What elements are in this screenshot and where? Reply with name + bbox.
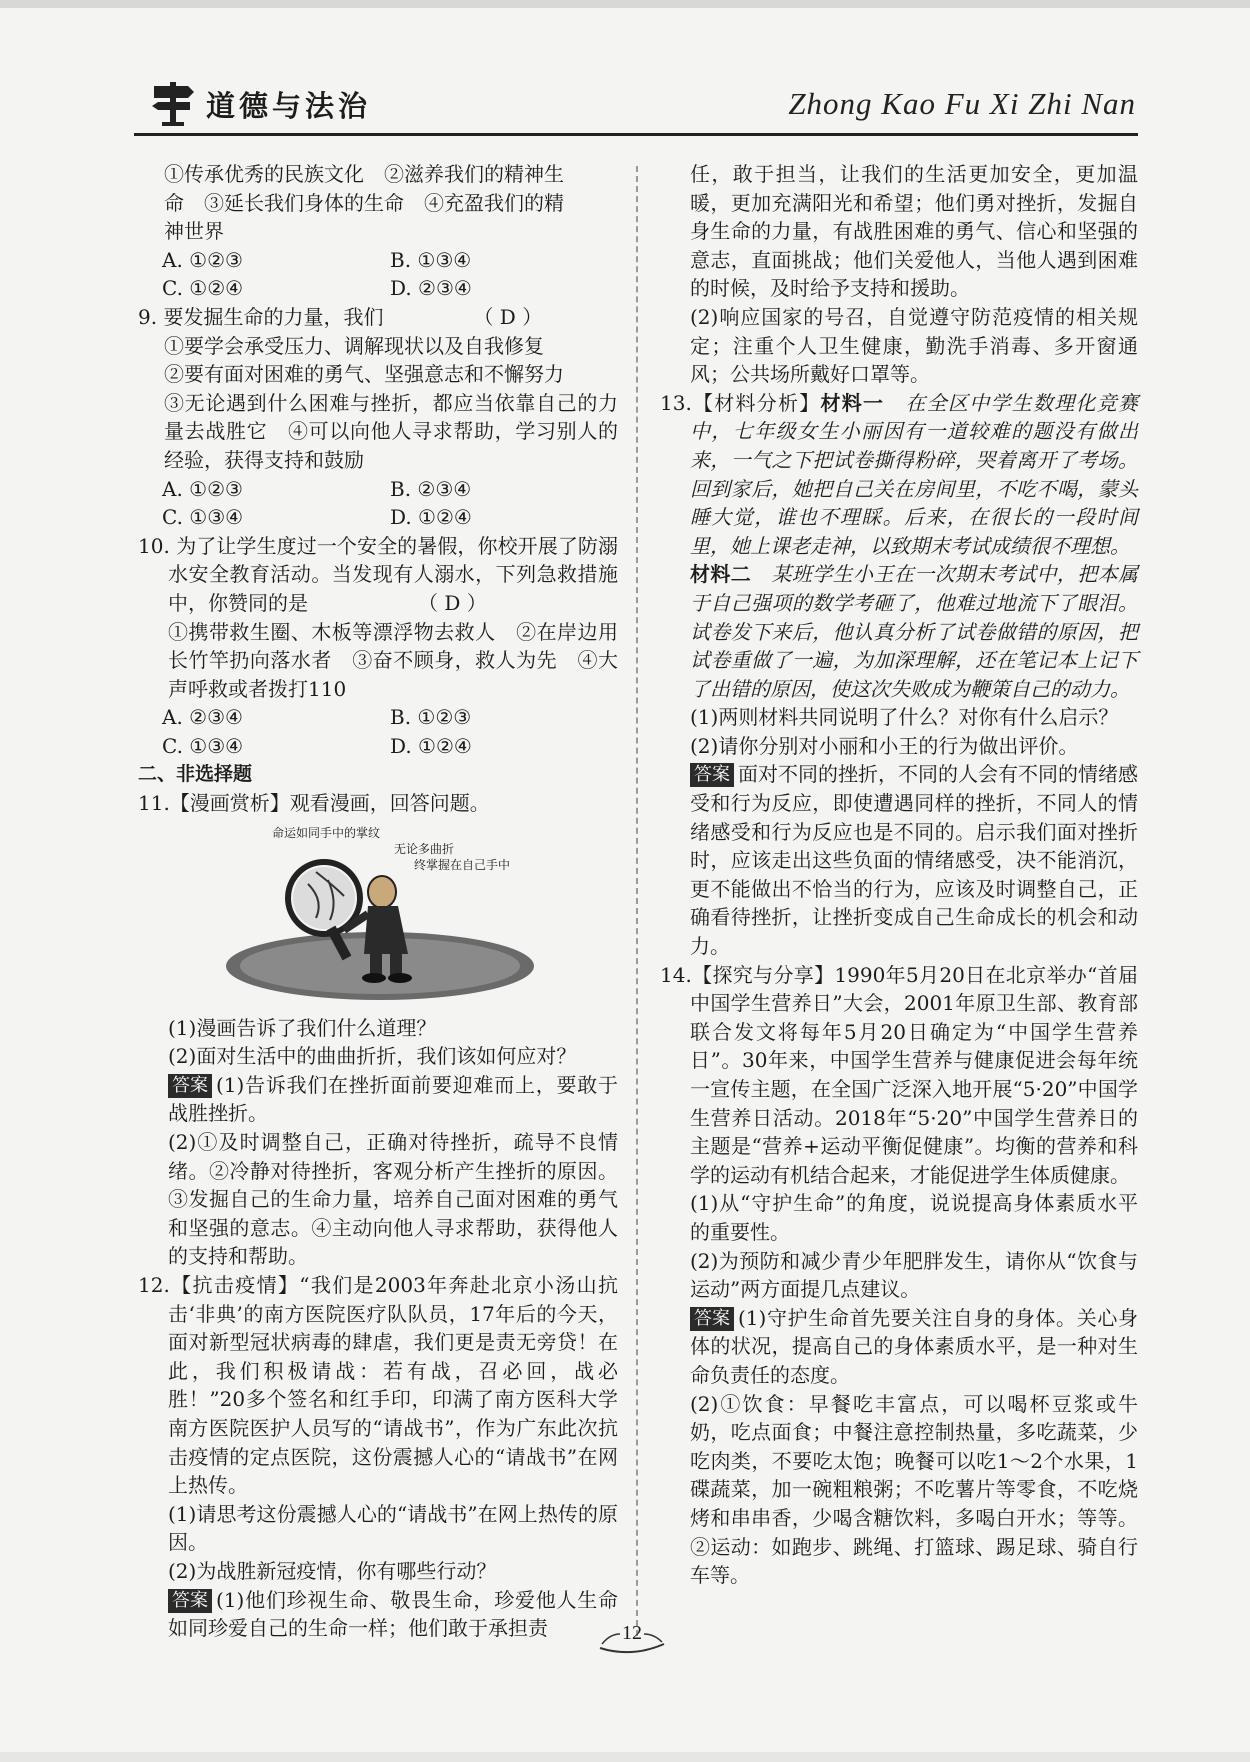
- header-rule: [134, 133, 1138, 136]
- q14-answer-2: (2)①饮食：早餐吃丰富点，可以喝杯豆浆或牛奶，吃点面食；中餐注意控制热量，多吃蔬菜，少吃肉类，不要吃太饱；晚餐可以吃1～2个水果，1碟蔬菜，加一碗粗粮粥；不吃薯片等零食，不吃烧烤和串串香，少喝含糖饮料，多喝白开水；等等。②运动：如跑步、跳绳、打篮球、踢足球、骑自行车等。: [690, 1391, 1138, 1588]
- cartoon-drawing: [168, 822, 588, 1012]
- q13-material-1-text: 在全区中学生数理化竞赛中，七年级女生小丽因有一道较难的题没有做出来，一气之下把试卷撕得粉碎，哭着离开了考场。回到家后，她把自己关在房间里，不吃不喝，蒙头睡大觉，谁也不理睬。后来，在很长的一段时间里，她上课老走神，以致期末考试成绩很不理想。: [690, 390, 1139, 558]
- q8-option-c: C. ①②④: [162, 276, 244, 301]
- q10-option-a: A. ②③④: [162, 705, 243, 730]
- answer-badge: 答案: [168, 1589, 212, 1613]
- subject-title: 道德与法治: [206, 89, 372, 123]
- q14-answer-1: [660, 1304, 1138, 1390]
- q12-sub-1: (1)请思考这份震撼人心的“请战书”在网上热传的原因。: [168, 1501, 618, 1555]
- q10-stem: 10. 为了让学生度过一个安全的暑假，你校开展了防溺水安全教育活动。当发现有人溺水，下列急救措施中，你赞同的是 （ D ）: [138, 533, 618, 615]
- page-header: [138, 72, 1136, 136]
- q12-answer-2: (2)响应国家的号召，自觉遵守防范疫情的相关规定；注重个人卫生健康，勤洗手消毒、多开窗通风；公共场所戴好口罩等。: [690, 304, 1138, 387]
- q10-option-b: B. ①②③: [390, 705, 472, 730]
- q8-option-b: B. ①③④: [390, 247, 472, 272]
- page-number: 12: [622, 1622, 642, 1644]
- q14-stem: 14.【探究与分享】1990年5月20日在北京举办“首届中国学生营养日”大会，2001年原卫生部、教育部联合发文将每年5月20日确定为“中国学生营养日”。30年来，中国学生营养与健康促进会每年统一宣传主题，在全国广泛深入地开展“5·20”中国学生营养日活动。2018年“5·20”中国学生营养日的主题是“营养+运动平衡促健康”。均衡的营养和科学的运动有机结合起来，才能促进学生体质健康。: [660, 962, 1138, 1187]
- page-number-ornament: [596, 1622, 668, 1656]
- q11-answer-1: [138, 1071, 618, 1128]
- q13-answer-text: 面对不同的挫折，不同的人会有不同的情绪感受和行为反应，即使遭遇同样的挫折，不同人的情绪感受和行为反应也是不同的。启示我们面对挫折时，应该走出这些负面的情绪感受，决不能消沉，更不能做出不恰当的行为，应该及时调整自己，正确看待挫折，让挫折变成自己生命成长的机会和动力。: [690, 762, 1138, 959]
- q9-option-d: D. ①②④: [390, 505, 472, 530]
- q10-options-row-2: [138, 732, 618, 761]
- q14-answer-1-text: (1)守护生命首先要关注自身的身体。关心身体的状况，提高自己的身体素质水平，是一种对生命负责任的态度。: [690, 1305, 1138, 1387]
- q9-options-row-1: [138, 475, 618, 504]
- q9-option-b: B. ②③④: [390, 476, 472, 501]
- q8-options-row-2: [138, 274, 618, 303]
- answer-badge: 答案: [690, 1307, 734, 1331]
- q11-answer-2: (2)①及时调整自己，正确对待挫折，疏导不良情绪。②冷静对待挫折，客观分析产生挫折的原因。③发掘自己的生命力量，培养自己面对困难的勇气和坚强的意志。④主动向他人寻求帮助，获得他人的支持和帮助。: [168, 1130, 618, 1269]
- q8-line-1: ①传承优秀的民族文化 ②滋养我们的精神生: [164, 162, 564, 186]
- left-column: [138, 160, 618, 1643]
- q10-option-c: C. ①③④: [162, 733, 244, 758]
- answer-badge: 答案: [690, 763, 734, 787]
- q8-option-d: D. ②③④: [390, 276, 472, 301]
- q13-label: 13.【材料分析】: [660, 390, 821, 415]
- q13-material-2-text: 某班学生小王在一次期末考试中，把本属于自己强项的数学考砸了，他难过地流下了眼泪。试卷发下来后，他认真分析了试卷做错的原因，把试卷重做了一遍，为加深理解，还在笔记本上记下了出错的原因，使这次失败成为鞭策自己的动力。: [690, 562, 1139, 701]
- cartoon-caption-1: 命运如同手中的掌纹: [272, 825, 381, 840]
- page-bottom-edge: [0, 1752, 1250, 1762]
- q13-material-2-label: 材料二: [690, 562, 752, 587]
- q10-options-row-1: [138, 703, 618, 732]
- q13-material-1: [660, 389, 1138, 561]
- q11-answer-1-text: (1)告诉我们在挫折面前要迎难而上，要敢于战胜挫折。: [168, 1072, 618, 1126]
- series-title: Zhong Kao Fu Xi Zhi Nan: [788, 86, 1136, 121]
- signpost-icon: [150, 76, 196, 126]
- q13-sub-2: (2)请你分别对小丽和小王的行为做出评价。: [690, 733, 1079, 758]
- q13-material-2: [660, 560, 1138, 703]
- q9-option-c: C. ①③④: [162, 505, 244, 530]
- cartoon-illustration: [168, 822, 588, 1012]
- q8-option-a: A. ①②③: [162, 247, 243, 272]
- cartoon-caption-2: 无论多曲折: [394, 841, 455, 856]
- column-divider: [636, 166, 638, 1636]
- section-heading-non-choice: 二、非选择题: [138, 763, 253, 786]
- q8-options-row-1: [138, 246, 618, 275]
- q12-sub-2: (2)为战胜新冠疫情，你有哪些行动？: [168, 1558, 497, 1583]
- q10-body: ①携带救生圈、木板等漂浮物去救人 ②在岸边用长竹竿扔向落水者 ③奋不顾身，救人为先 ④大声呼救或者拨打110: [168, 619, 618, 701]
- cartoon-caption-3: 终掌握在自己手中: [414, 857, 511, 872]
- q13-answer: [660, 760, 1138, 960]
- q9-options-row-2: [138, 503, 618, 532]
- q9-option-a: A. ①②③: [162, 476, 243, 501]
- q11-sub-2: (2)面对生活中的曲曲折折，我们该如何应对？: [168, 1044, 577, 1069]
- q14-sub-1: (1)从“守护生命”的角度，说说提高身体素质水平的重要性。: [690, 1191, 1138, 1244]
- q9-line-2: ②要有面对困难的勇气、坚强意志和不懈努力: [164, 362, 564, 387]
- q11-sub-1: (1)漫画告诉了我们什么道理？: [168, 1015, 437, 1040]
- q9-line-1: ①要学会承受压力、调解现状以及自我修复: [164, 333, 544, 358]
- page-top-edge: [0, 0, 1250, 8]
- q9-stem: 9. 要发掘生命的力量，我们 （ D ）: [138, 304, 543, 329]
- q13-sub-1: (1)两则材料共同说明了什么？对你有什么启示？: [690, 705, 1119, 730]
- q11-stem: 11.【漫画赏析】观看漫画，回答问题。: [138, 791, 490, 816]
- q8-line-2: 命 ③延长我们身体的生命 ④充盈我们的精: [164, 190, 564, 215]
- q12-answer-1-continued: 任，敢于担当，让我们的生活更加安全，更加温暖，更加充满阳光和希望；他们勇对挫折，发掘自身生命的力量，有战胜困难的勇气、信心和坚强的意志，直面挑战；他们关爱他人，当他人遇到困难的时候，及时给予支持和援助。: [690, 162, 1138, 301]
- q14-sub-2: (2)为预防和减少青少年肥胖发生，请你从“饮食与运动”两方面提几点建议。: [690, 1248, 1138, 1302]
- q13-material-1-label: 材料一: [820, 390, 885, 415]
- right-column: [660, 160, 1138, 1590]
- q12-answer-1-text: (1)他们珍视生命、敬畏生命，珍爱他人生命如同珍爱自己的生命一样；他们敢于承担责: [168, 1587, 618, 1641]
- q12-stem: 12.【抗击疫情】“我们是2003年奔赴北京小汤山抗击‘非典’的南方医院医疗队队员，17年后的今天，面对新型冠状病毒的肆虐，我们更是责无旁贷！在此，我们积极请战：若有战，召必回，战必胜！”20多个签名和红手印，印满了南方医科大学南方医院医护人员写的“请战书”，作为广东此次抗击疫情的定点医院，这份震撼人心的“请战书”在网上热传。: [138, 1273, 618, 1498]
- q9-line-3: ③无论遇到什么困难与挫折，都应当依靠自己的力量去战胜它 ④可以向他人寻求帮助，学习别人的经验，获得支持和鼓励: [164, 390, 618, 472]
- q10-option-d: D. ①②④: [390, 733, 472, 758]
- q12-answer-1: [138, 1586, 618, 1643]
- q8-line-3: 神世界: [164, 219, 224, 244]
- answer-badge: 答案: [168, 1074, 212, 1098]
